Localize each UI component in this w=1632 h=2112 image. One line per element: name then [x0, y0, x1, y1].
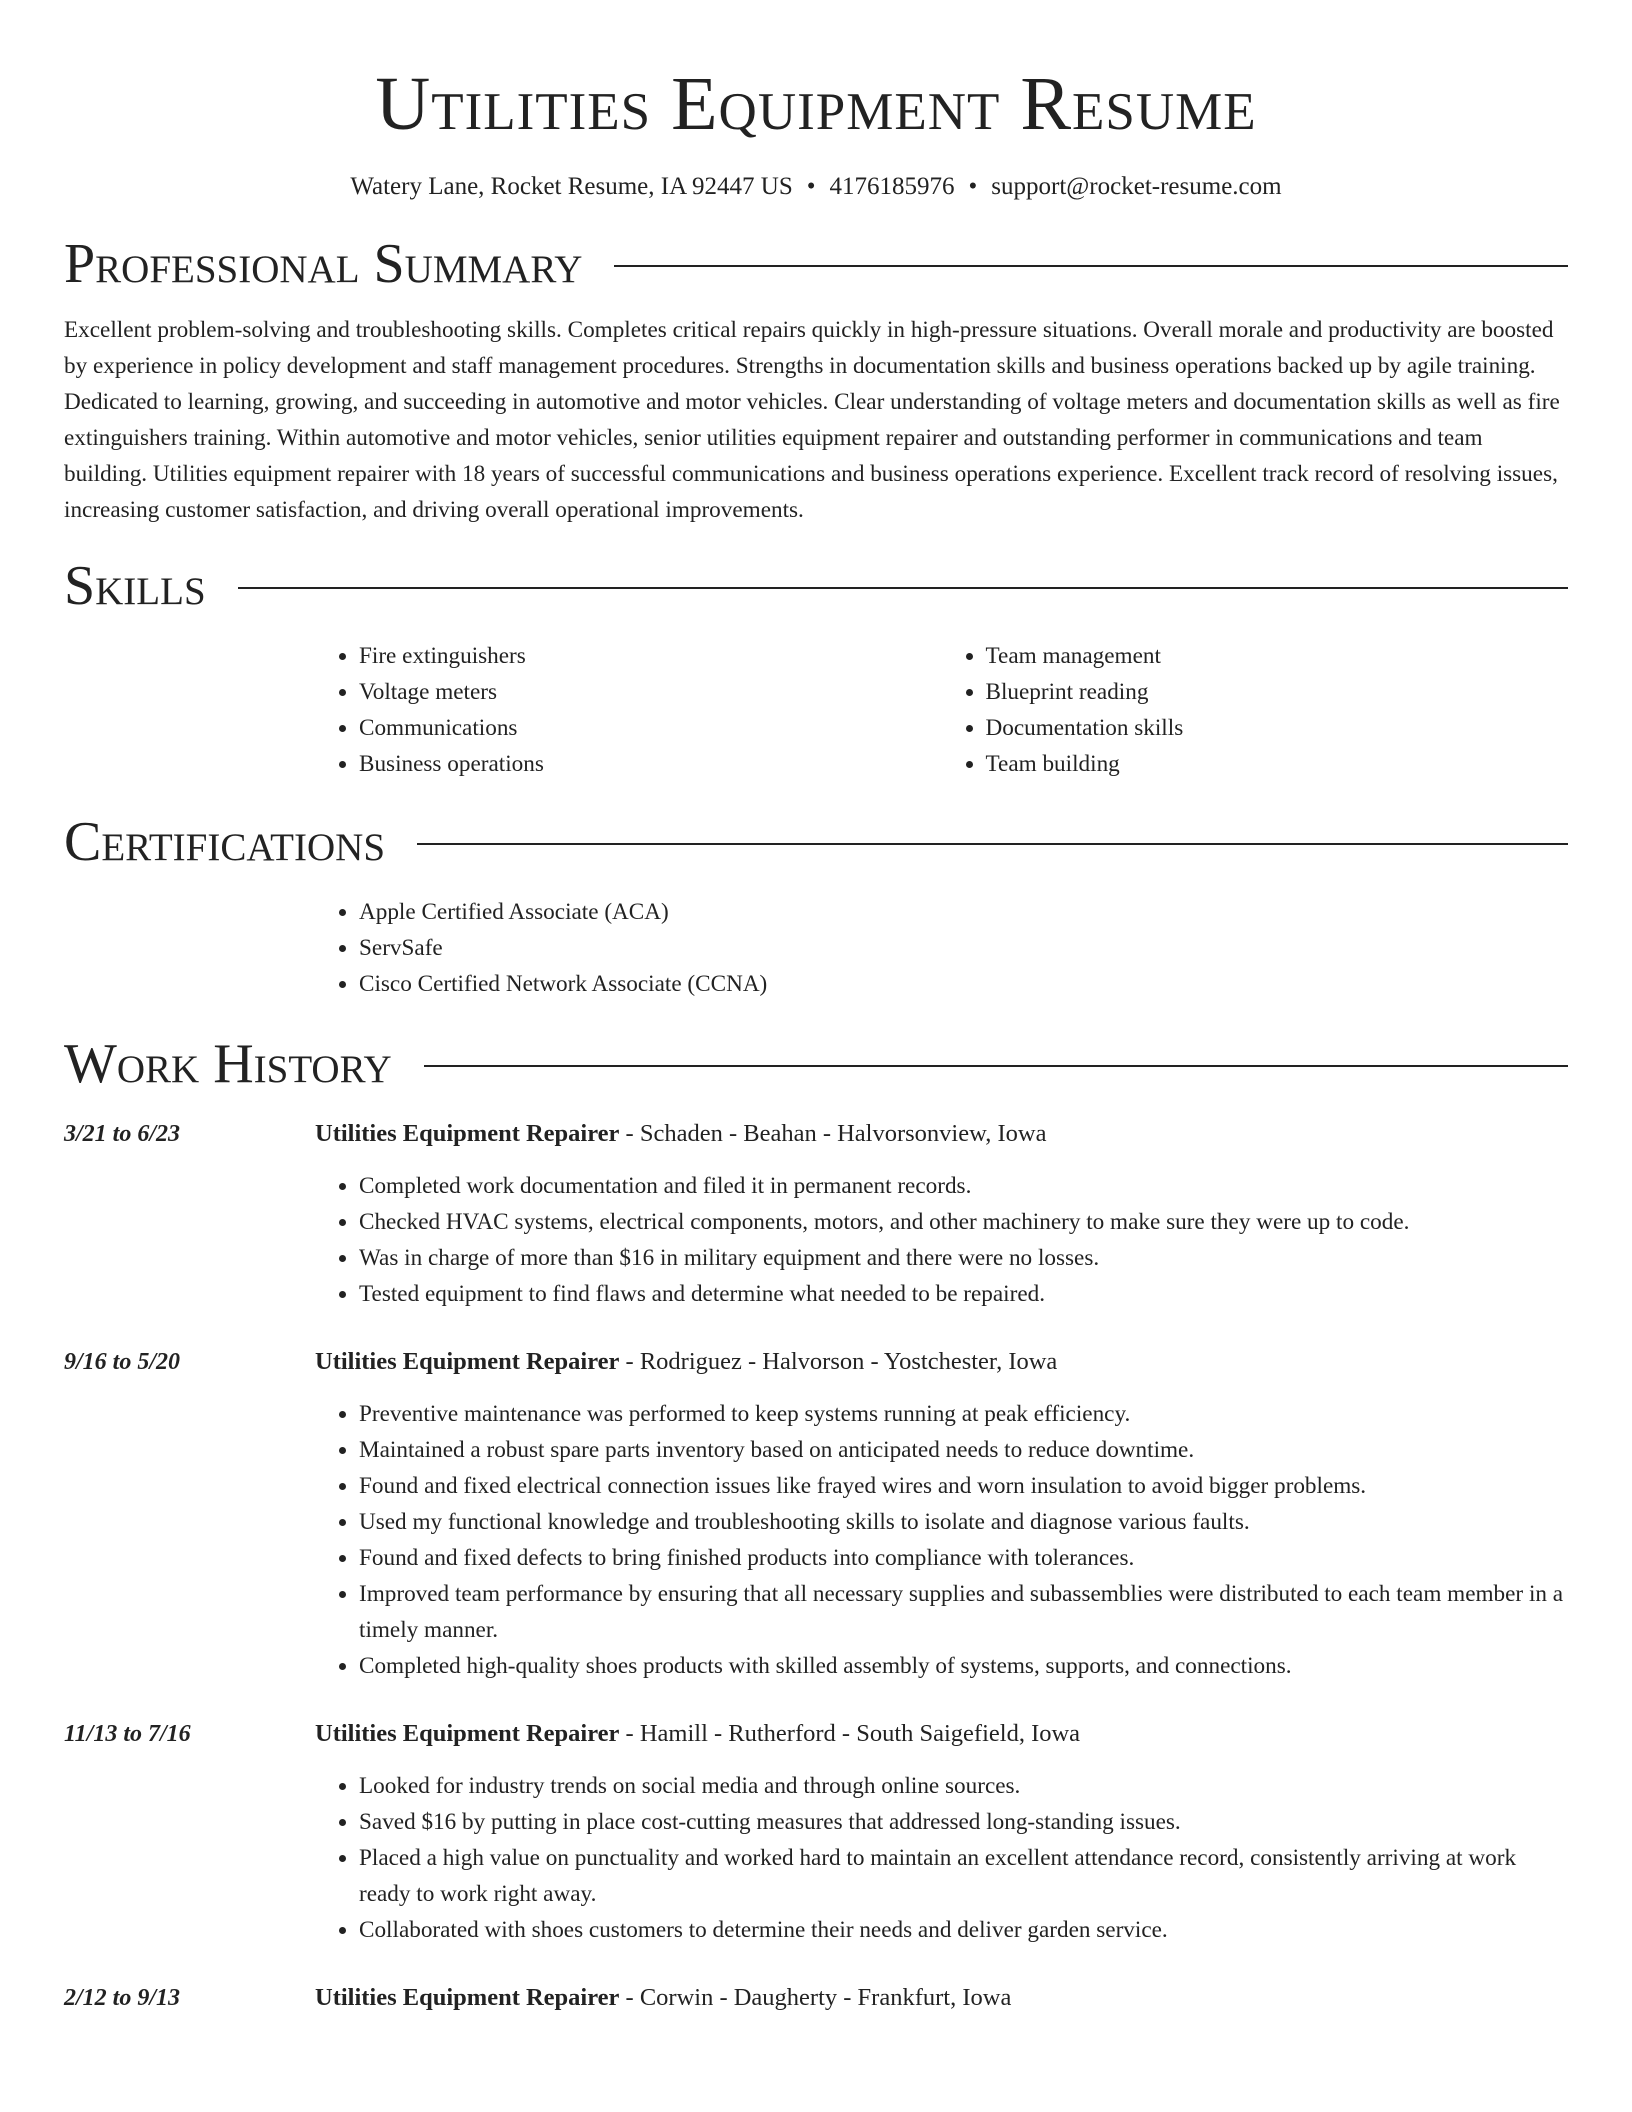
section-divider — [424, 1065, 1568, 1067]
resume-page — [64, 0, 1568, 2064]
job-bullets — [315, 1768, 1568, 1948]
summary-heading: Professional Summary — [64, 233, 583, 295]
job-dates: 2/12 to 9/13 — [64, 1985, 181, 2011]
job-bullet: • Tested equipment to find flaws and determine what needed to be repaired. — [359, 1276, 1568, 1312]
job-dates: 11/13 to 7/16 — [64, 1721, 191, 1747]
certifications-section-header — [64, 810, 1568, 874]
job-employer: - Schaden - Beahan - Halvorsonview, Iowa — [619, 1120, 1047, 1147]
summary-section-header — [64, 232, 1568, 296]
work-section-header — [64, 1032, 1568, 1096]
job-bullet: • Saved $16 by putting in place cost-cutting measures that addressed long-standing issues. — [359, 1804, 1568, 1840]
job-title: Utilities Equipment Repairer — [315, 1120, 620, 1147]
list-item: • Team building — [986, 746, 1569, 782]
list-item: • Blueprint reading — [986, 674, 1569, 710]
list-item: • Business operations — [359, 746, 942, 782]
list-item: • Fire extinguishers — [359, 638, 942, 674]
list-item: • Team management — [986, 638, 1569, 674]
certifications-heading: Certifications — [64, 811, 386, 873]
job-bullets — [315, 1396, 1568, 1684]
section-divider — [614, 265, 1568, 267]
job-bullet: • Looked for industry trends on social media and through online sources. — [359, 1768, 1568, 1804]
list-item: • Communications — [359, 710, 942, 746]
list-item: • Apple Certified Associate (ACA) — [359, 894, 1568, 930]
contact-separator: • — [968, 173, 978, 200]
job-title-line — [315, 1116, 1568, 1152]
job-entry — [64, 1980, 1568, 2032]
skills-heading: Skills — [64, 555, 206, 617]
job-bullet: • Improved team performance by ensuring that all necessary supplies and subassemblies were distributed to each team member in a timely manner. — [359, 1576, 1568, 1648]
job-details — [315, 1716, 1568, 1948]
job-entry — [64, 1116, 1568, 1312]
list-item: • ServSafe — [359, 930, 1568, 966]
job-details — [315, 1344, 1568, 1684]
list-item: • Voltage meters — [359, 674, 942, 710]
job-title-line — [315, 1980, 1568, 2016]
job-dates: 3/21 to 6/23 — [64, 1121, 181, 1147]
certifications-block — [315, 894, 1568, 1002]
job-bullet: • Used my functional knowledge and troubleshooting skills to isolate and diagnose various faults. — [359, 1504, 1568, 1540]
skills-list-right — [942, 638, 1569, 782]
job-bullet: • Placed a high value on punctuality and worked hard to maintain an excellent attendance record, consistently arriving at work ready to work right away. — [359, 1840, 1568, 1912]
job-details — [315, 1116, 1568, 1312]
list-item: • Documentation skills — [986, 710, 1569, 746]
job-bullet: • Collaborated with shoes customers to determine their needs and deliver garden service. — [359, 1912, 1568, 1948]
contact-separator: • — [806, 173, 816, 200]
job-bullets — [315, 1168, 1568, 1312]
job-title: Utilities Equipment Repairer — [315, 1348, 620, 1375]
skills-grid — [315, 638, 1568, 782]
contact-line — [64, 172, 1568, 202]
work-heading: Work History — [64, 1033, 392, 1095]
job-entry — [64, 1344, 1568, 1684]
summary-text: Excellent problem-solving and troubleshooting skills. Completes critical repairs quickly in high-pressure situations. Overall morale and productivity are boosted by experience in policy development and staff management procedures. Strengths in documentation skills and business operations backed up by agile training. Dedicated to learning, growing, and succeeding in automotive and motor vehicles. Clear understanding of voltage meters and documentation skills as well as fire extinguishers training. Within automotive and motor vehicles, senior utilities equipment repairer and outstanding performer in communications and team building. Utilities equipment repairer with 18 years of successful communications and business operations experience. Excellent track record of resolving issues, increasing customer satisfaction, and driving overall operational improvements. — [64, 317, 1560, 523]
job-employer: - Rodriguez - Halvorson - Yostchester, Iowa — [619, 1348, 1058, 1375]
contact-email: support@rocket-resume.com — [991, 173, 1282, 200]
contact-address: Watery Lane, Rocket Resume, IA 92447 US — [350, 173, 793, 200]
job-bullet: • Found and fixed electrical connection issues like frayed wires and worn insulation to avoid bigger problems. — [359, 1468, 1568, 1504]
resume-title: Utilities Equipment Resume — [375, 62, 1257, 146]
job-bullet: • Was in charge of more than $16 in military equipment and there were no losses. — [359, 1240, 1568, 1276]
job-entry — [64, 1716, 1568, 1948]
skills-list-left — [315, 638, 942, 782]
job-title-line — [315, 1716, 1568, 1752]
section-divider — [238, 587, 1568, 589]
job-bullet: • Preventive maintenance was performed to keep systems running at peak efficiency. — [359, 1396, 1568, 1432]
job-title-line — [315, 1344, 1568, 1380]
certifications-list — [315, 894, 1568, 1002]
section-divider — [417, 843, 1568, 845]
job-bullet: • Maintained a robust spare parts inventory based on anticipated needs to reduce downtime. — [359, 1432, 1568, 1468]
job-details — [315, 1980, 1568, 2032]
skills-section-header — [64, 554, 1568, 618]
job-employer: - Corwin - Daugherty - Frankfurt, Iowa — [619, 1984, 1012, 2011]
job-bullet: • Checked HVAC systems, electrical components, motors, and other machinery to make sure they were up to code. — [359, 1204, 1568, 1240]
job-bullet: • Completed work documentation and filed it in permanent records. — [359, 1168, 1568, 1204]
job-title: Utilities Equipment Repairer — [315, 1720, 620, 1747]
job-dates: 9/16 to 5/20 — [64, 1349, 181, 1375]
job-employer: - Hamill - Rutherford - South Saigefield, Iowa — [619, 1720, 1081, 1747]
job-title: Utilities Equipment Repairer — [315, 1984, 620, 2011]
list-item: • Cisco Certified Network Associate (CCNA) — [359, 966, 1568, 1002]
job-bullet: • Found and fixed defects to bring finished products into compliance with tolerances. — [359, 1540, 1568, 1576]
work-history-list — [64, 1116, 1568, 2032]
contact-phone: 4176185976 — [829, 173, 955, 200]
job-bullet: • Completed high-quality shoes products with skilled assembly of systems, supports, and connections. — [359, 1648, 1568, 1684]
